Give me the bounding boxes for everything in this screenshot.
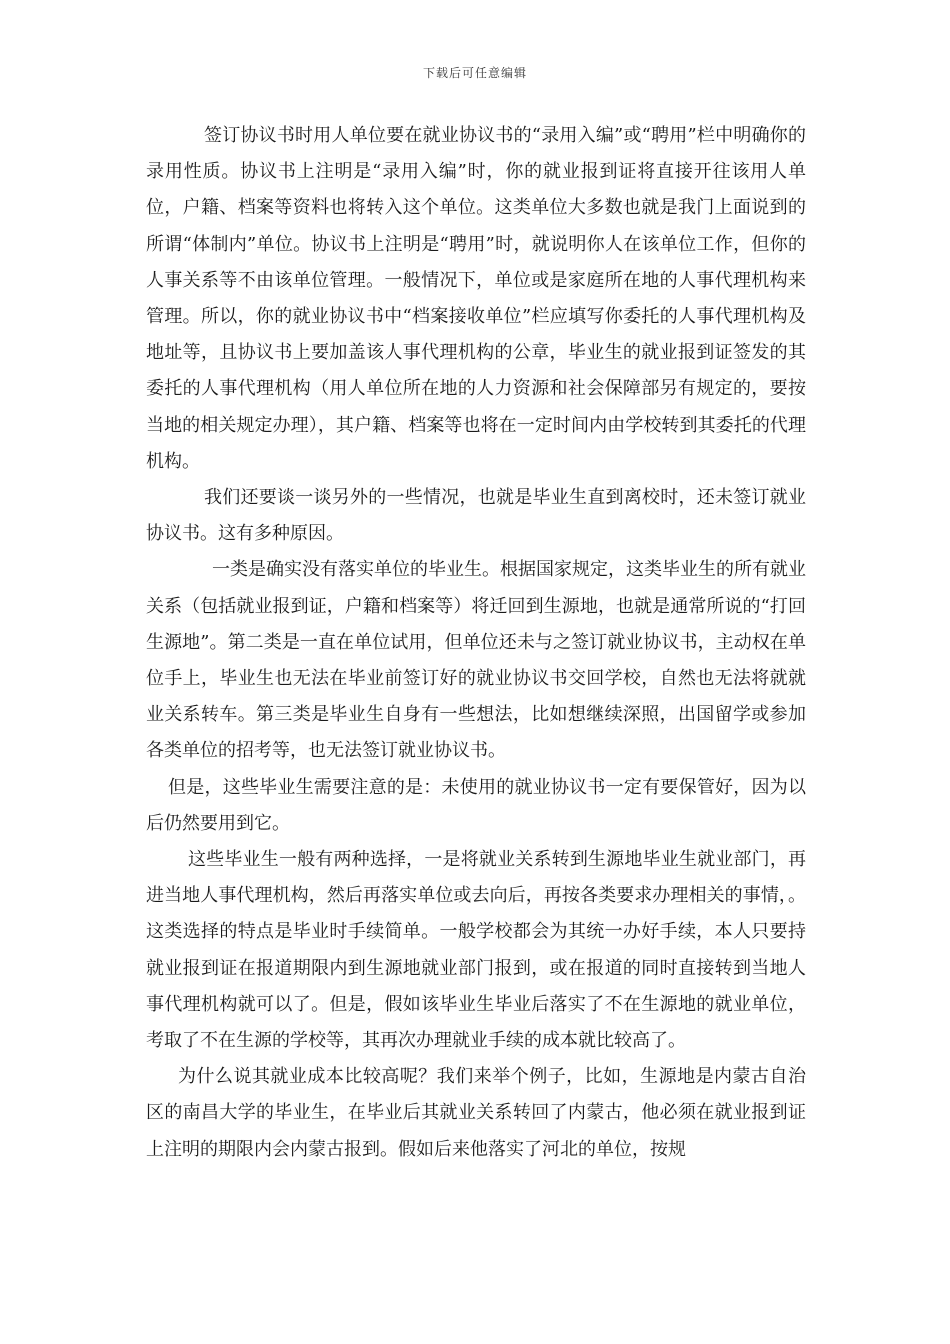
paragraph-cost-example: 为什么说其就业成本比较高呢？我们来举个例子，比如，生源地是内蒙古自治区的南昌大学的毕业生，在毕业后其就业关系转回了内蒙古，他必须在就业报到证上注明的期限内会内蒙古报到。假如后来他落实了河北的单位，按规 [146, 1066, 806, 1160]
paragraph-unsigned-agreement: 我们还要谈一谈另外的一些情况，也就是毕业生直到离校时，还未签订就业协议书。这有多种原因。 [146, 487, 806, 545]
page-header: 下载后可任意编辑 [422, 66, 527, 80]
document-body [146, 118, 806, 1168]
paragraph-employment-nature: 签订协议书时用人单位要在就业协议书的“录用入编”或“聘用”栏中明确你的录用性质。协议书上注明是“录用入编”时，你的就业报到证将直接开往该用人单位，户籍、档案等资料也将转入这个单位。这类单位大多数也就是我门上面说到的所谓“体制内”单位。协议书上注明是“聘用”时，就说明你人在该单位工作，但你的人事关系等不由该单位管理。一般情况下，单位或是家庭所在地的人事代理机构来管理。所以，你的就业协议书中“档案接收单位”栏应填写你委托的人事代理机构及地址等，且协议书上要加盖该人事代理机构的公章，毕业生的就业报到证签发的其委托的人事代理机构（用人单位所在地的人力资源和社会保障部另有规定的，要按当地的相关规定办理），其户籍、档案等也将在一定时间内由学校转到其委托的代理机构。 [146, 125, 806, 472]
paragraph-keep-agreement: 但是，这些毕业生需要注意的是：未使用的就业协议书一定有要保管好，因为以后仍然要用到它。 [146, 776, 806, 834]
paragraph-graduate-categories: 一类是确实没有落实单位的毕业生。根据国家规定，这类毕业生的所有就业关系（包括就业报到证，户籍和档案等）将迁回到生源地，也就是通常所说的“打回生源地”。第二类是一直在单位试用，但单位还未与之签订就业协议书，主动权在单位手上，毕业生也无法在毕业前签订好的就业协议书交回学校，自然也无法将就就业关系转车。第三类是毕业生自身有一些想法，比如想继续深照，出国留学或参加各类单位的招考等，也无法签订就业协议书。 [146, 559, 806, 762]
paragraph-two-choices: 这些毕业生一般有两种选择，一是将就业关系转到生源地毕业生就业部门，再进当地人事代理机构，然后再落实单位或去向后，再按各类要求办理相关的事情，。这类选择的特点是毕业时手续简单。一般学校都会为其统一办好手续，本人只要持就业报到证在报道期限内到生源地就业部门报到，或在报道的同时直接转到当地人事代理机构就可以了。但是，假如该毕业生毕业后落实了不在生源地的就业单位，考取了不在生源的学校等，其再次办理就业手续的成本就比较高了。 [146, 849, 806, 1052]
